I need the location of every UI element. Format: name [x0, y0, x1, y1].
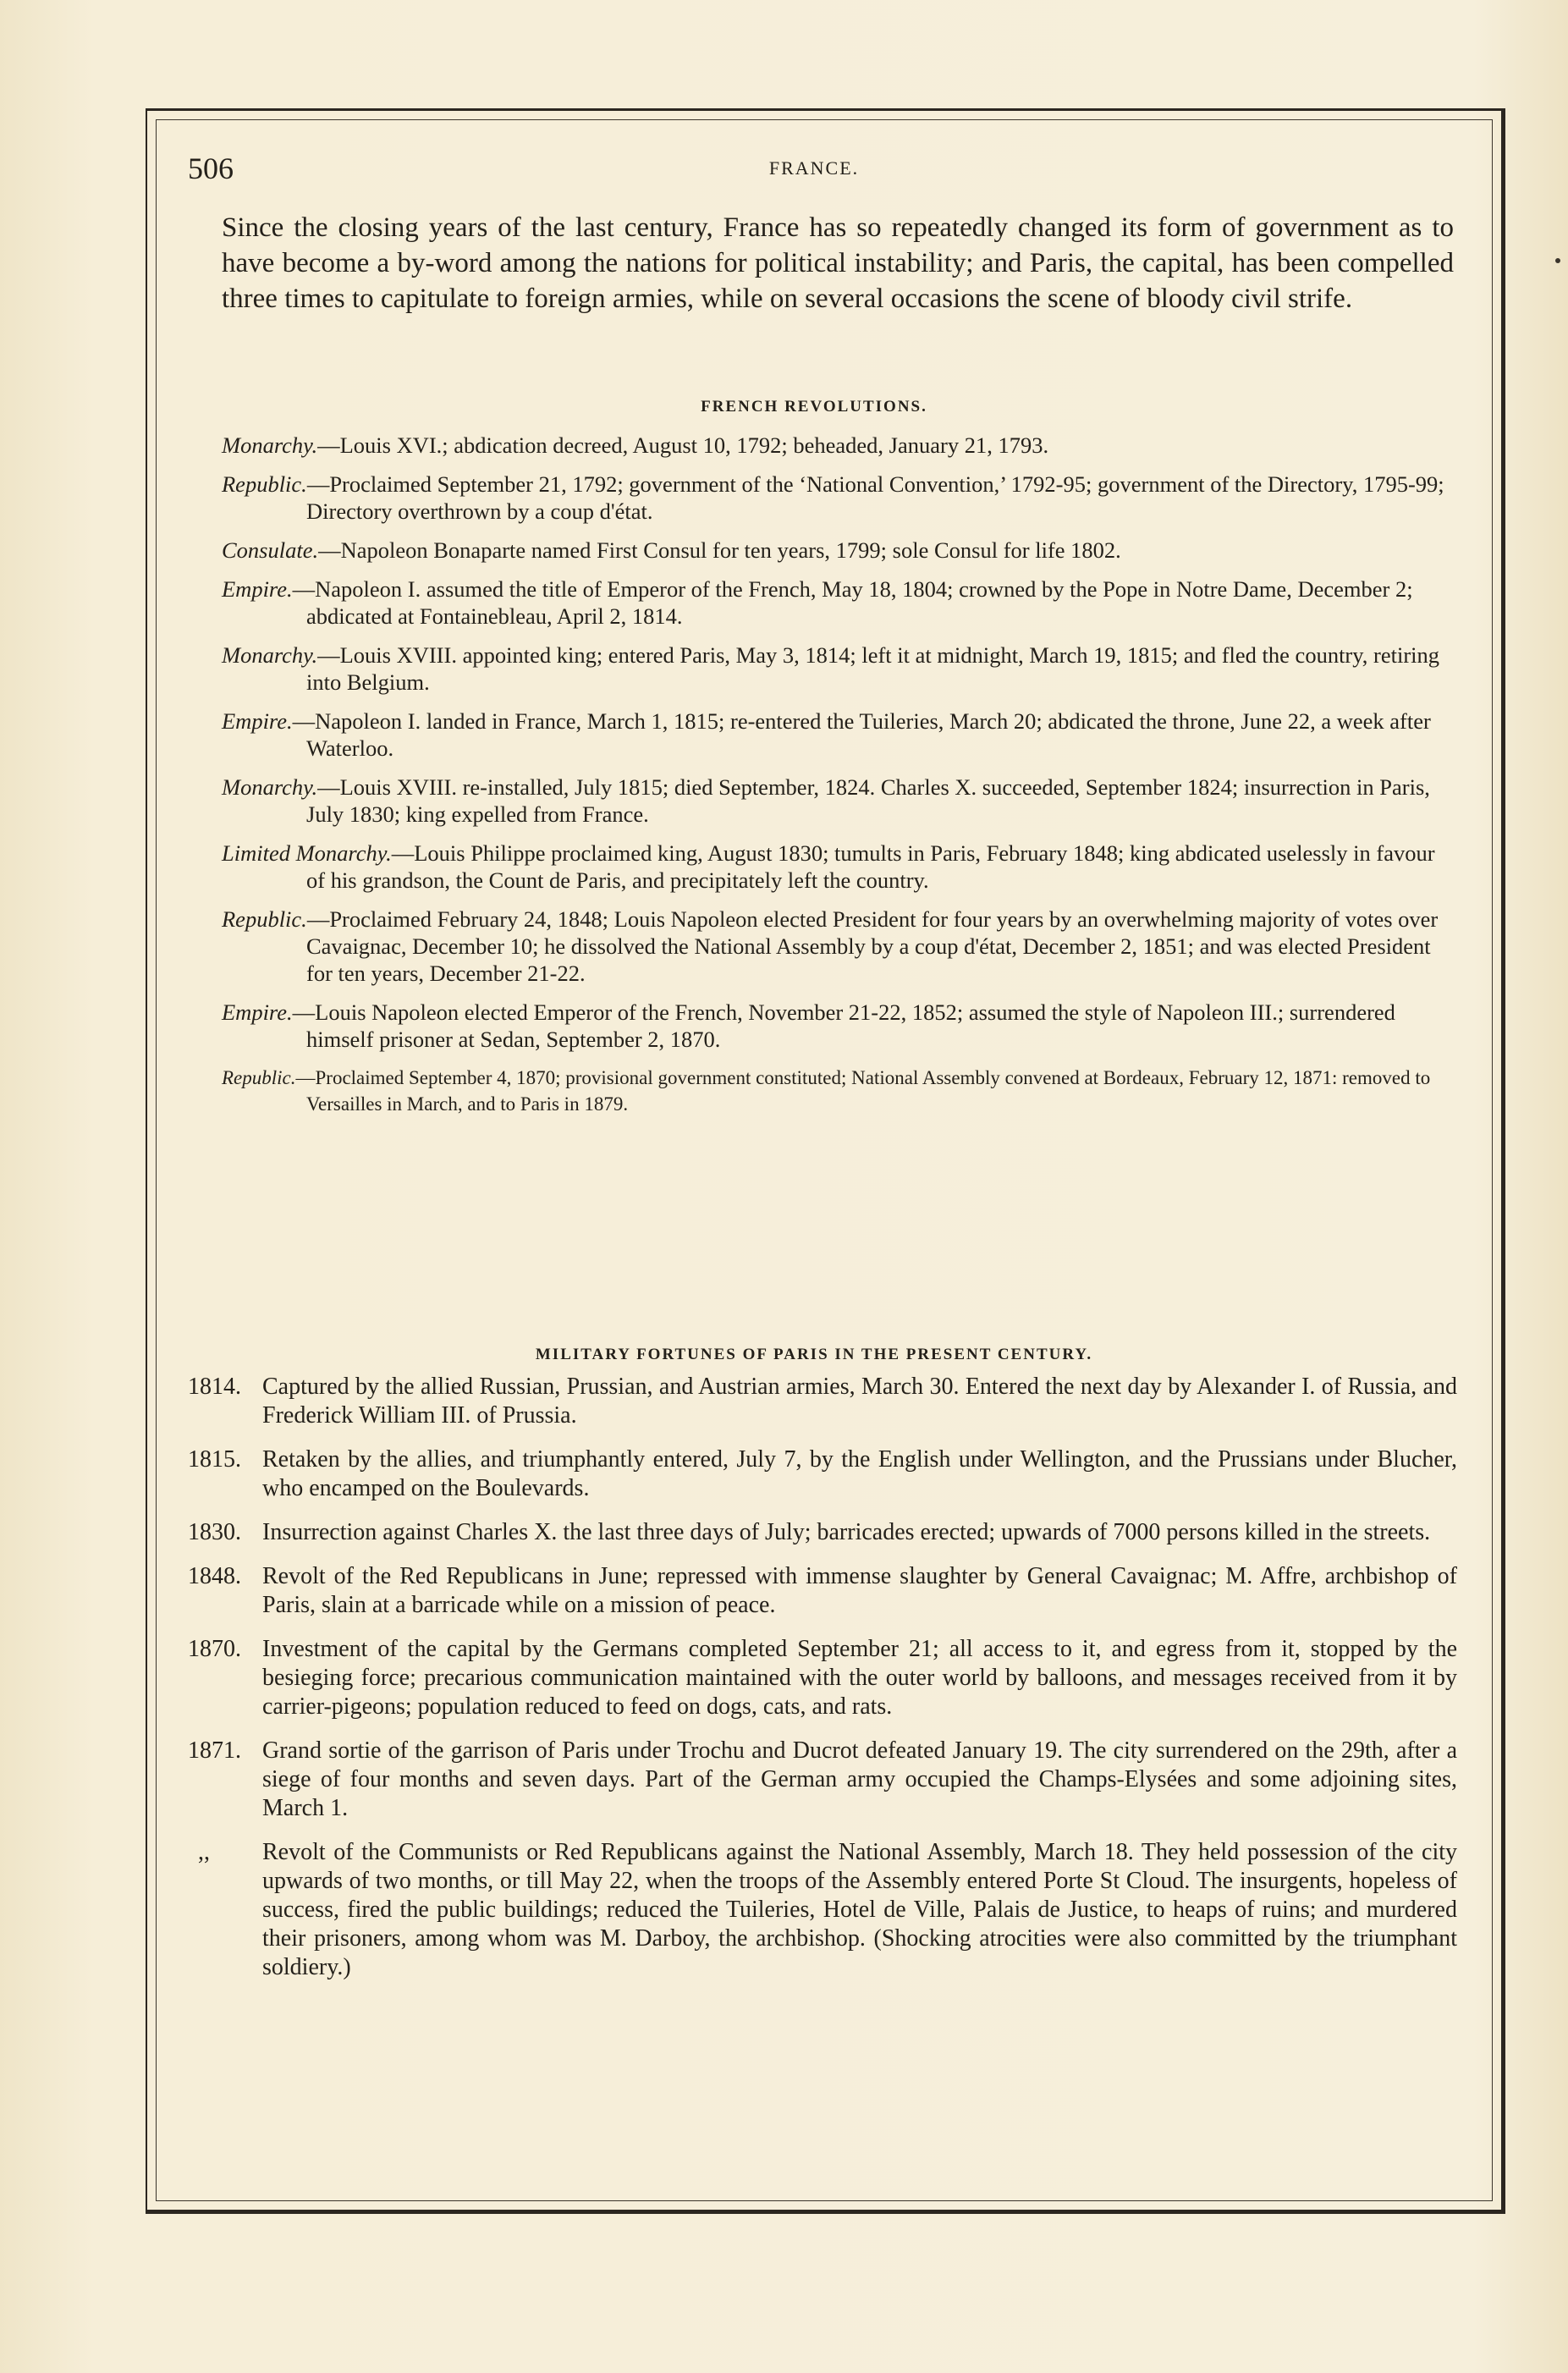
revolution-label: Monarchy. [222, 432, 318, 458]
military-text: Revolt of the Red Republicans in June; repressed with immense slaughter by General Cavaignac; M. Affre, archbishop of Paris, slain at a barricade while on a mission of peace. [262, 1563, 1457, 1618]
revolutions-list [222, 432, 1457, 1129]
military-year: 1871. [188, 1737, 241, 1764]
military-entry [188, 1445, 1457, 1503]
revolution-text: —Napoleon I. landed in France, March 1, 1815; re-entered the Tuileries, March 20; abdicated the throne, June 22, a week after Waterloo. [292, 708, 1431, 761]
revolution-label: Consulate. [222, 537, 319, 563]
military-year: 1870. [188, 1636, 241, 1662]
page-number: 506 [188, 151, 234, 185]
revolution-label: Republic. [222, 471, 307, 497]
revolution-entry [222, 840, 1457, 894]
military-text: Insurrection against Charles X. the last three days of July; barricades erected; upwards of 7000 persons killed in the streets. [262, 1519, 1431, 1545]
military-entry [188, 1635, 1457, 1721]
revolution-text: —Louis XVIII. appointed king; entered Paris, May 3, 1814; left it at midnight, March 19, 1815; and fled the country, retiring into Belgium. [306, 642, 1440, 695]
revolution-text: —Napoleon I. assumed the title of Emperor of the French, May 18, 1804; crowned by the Pope in Notre Dame, December 2; abdicated at Fontainebleau, April 2, 1814. [292, 576, 1413, 629]
running-head: FRANCE. [768, 157, 860, 179]
revolution-entry [222, 999, 1457, 1053]
military-text: Captured by the allied Russian, Prussian, and Austrian armies, March 30. Entered the next day by Alexander I. of Russia, and Frederick William III. of Prussia. [262, 1374, 1457, 1429]
revolution-text: —Proclaimed September 21, 1792; government of the ‘National Convention,’ 1792-95; government of the Directory, 1795-99; Directory overthrown by a coup d'état. [306, 471, 1444, 524]
revolution-text: —Louis Napoleon elected Emperor of the French, November 21-22, 1852; assumed the style of Napoleon III.; surrendered himself prisoner at Sedan, September 2, 1870. [292, 999, 1395, 1052]
revolution-text: —Louis Philippe proclaimed king, August 1830; tumults in Paris, February 1848; king abdicated uselessly in favour of his grandson, the Count de Paris, and precipitately left the country. [306, 840, 1435, 893]
intro-paragraph: Since the closing years of the last century, France has so repeatedly changed its form of government as to have become a by-word among the nations for political instability; and Paris, the capital, has been compelled three times to capitulate to foreign armies, while on several occasions the scene of bloody civil strife. [222, 212, 1454, 314]
revolution-entry [222, 1065, 1457, 1117]
military-entry [188, 1737, 1457, 1823]
military-entry [188, 1518, 1457, 1547]
revolution-text: —Louis XVI.; abdication decreed, August 10, 1792; beheaded, January 21, 1793. [317, 432, 1049, 458]
revolution-entry [222, 432, 1457, 459]
military-list [188, 1373, 1457, 1997]
military-year: ,, [198, 1839, 210, 1865]
revolution-entry [222, 471, 1457, 525]
military-year: 1815. [188, 1446, 241, 1473]
military-year: 1814. [188, 1374, 241, 1400]
revolution-entry [222, 774, 1457, 828]
military-year: 1830. [188, 1519, 241, 1545]
revolution-label: Empire. [222, 576, 293, 602]
revolution-text: —Proclaimed February 24, 1848; Louis Napoleon elected President for four years by an overwhelming majority of votes over Cavaignac, December 10; he dissolved the National Assembly by a coup d'état, December 2, 1851; and was elected President for ten years, December 21-22. [306, 906, 1439, 986]
revolution-entry [222, 707, 1457, 762]
revolution-label: Monarchy. [222, 642, 318, 668]
military-text: Grand sortie of the garrison of Paris under Trochu and Ducrot defeated January 19. The city surrendered on the 29th, after a siege of four months and seven days. Part of the German army occupied the Champs-Elysées and some adjoining sites, March 1. [262, 1737, 1457, 1821]
page-header [188, 151, 1440, 188]
revolution-label: Monarchy. [222, 774, 318, 800]
revolution-label: Republic. [222, 1067, 296, 1088]
revolution-entry [222, 641, 1457, 696]
revolution-label: Limited Monarchy. [222, 840, 392, 866]
revolutions-title: FRENCH REVOLUTIONS. [701, 398, 927, 416]
revolution-text: —Proclaimed September 4, 1870; provisional government constituted; National Assembly convened at Bordeaux, February 12, 1871: removed to Versailles in March, and to Paris in 1879. [295, 1067, 1431, 1115]
military-text: Investment of the capital by the Germans completed September 21; all access to it, and egress from it, stopped by the besieging force; precarious communication maintained with the outer world by balloons, and messages received from it by carrier-pigeons; population reduced to feed on dogs, cats, and rats. [262, 1636, 1457, 1720]
military-entry [188, 1562, 1457, 1620]
revolution-entry [222, 575, 1457, 630]
revolution-entry [222, 906, 1457, 987]
revolution-text: —Louis XVIII. re-installed, July 1815; died September, 1824. Charles X. succeeded, September 1824; insurrection in Paris, July 1830; king expelled from France. [306, 774, 1430, 827]
military-entry [188, 1838, 1457, 1982]
revolution-label: Republic. [222, 906, 307, 932]
revolution-text: —Napoleon Bonaparte named First Consul for ten years, 1799; sole Consul for life 1802. [318, 537, 1121, 563]
military-entry [188, 1373, 1457, 1430]
revolution-label: Empire. [222, 999, 293, 1025]
military-title: MILITARY FORTUNES OF PARIS IN THE PRESENT CENTURY. [535, 1346, 1093, 1363]
revolution-entry [222, 537, 1457, 564]
military-text: Revolt of the Communists or Red Republicans against the National Assembly, March 18. They held possession of the city upwards of two months, or till May 22, when the troops of the Assembly entered Porte St Cloud. The insurgents, hopeless of success, fired the public buildings; reduced the Tuileries, Hotel de Ville, Palais de Justice, to heaps of ruins; and murdered their prisoners, among whom was M. Darboy, the archbishop. (Shocking atrocities were also committed by the triumphant soldiery.) [262, 1839, 1457, 1980]
military-year: 1848. [188, 1563, 241, 1589]
military-text: Retaken by the allies, and triumphantly entered, July 7, by the English under Wellington, and the Prussians under Blucher, who encamped on the Boulevards. [262, 1446, 1457, 1501]
revolution-label: Empire. [222, 708, 293, 734]
